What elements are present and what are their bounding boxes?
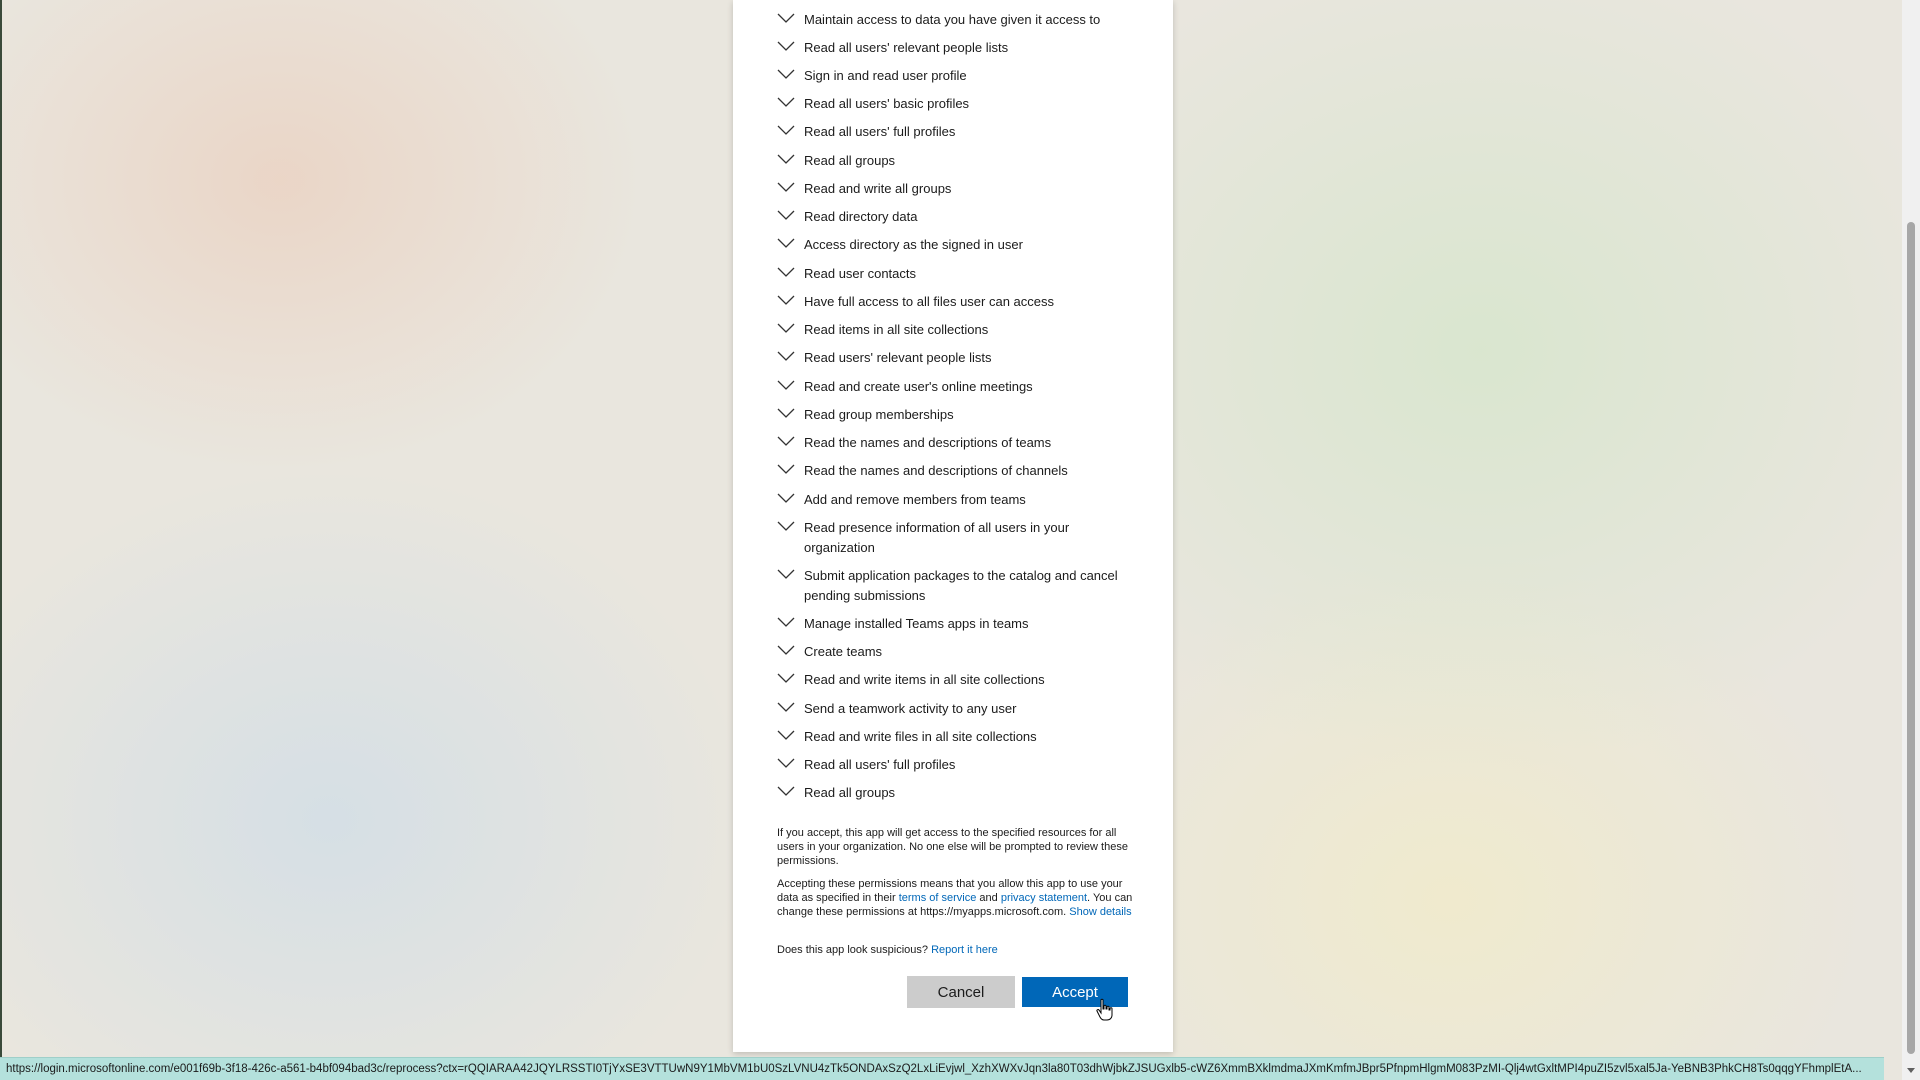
- permission-label: Read the names and descriptions of channels: [804, 463, 1068, 478]
- permission-label: Read user contacts: [804, 266, 917, 281]
- permission-item[interactable]: [777, 264, 1137, 284]
- permission-item[interactable]: [777, 10, 1137, 30]
- consent-card: [733, 0, 1173, 1052]
- permission-label: Read all users' relevant people lists: [804, 40, 1009, 55]
- permission-label: Read all groups: [804, 785, 896, 800]
- permission-label: Read presence information of all users in your organization: [804, 520, 1070, 555]
- privacy-statement-link[interactable]: privacy statement: [1000, 892, 1088, 904]
- permission-label: Manage installed Teams apps in teams: [804, 616, 1029, 631]
- chevron-down-icon[interactable]: [777, 322, 795, 334]
- cancel-button[interactable]: Cancel: [907, 976, 1015, 1008]
- chevron-down-icon[interactable]: [777, 40, 795, 52]
- chevron-down-icon[interactable]: [777, 124, 795, 136]
- chevron-down-icon[interactable]: [777, 568, 795, 580]
- chevron-down-icon[interactable]: [777, 435, 795, 447]
- chevron-down-icon[interactable]: [777, 672, 795, 684]
- chevron-down-icon[interactable]: [777, 463, 795, 475]
- chevron-down-icon[interactable]: [777, 181, 795, 193]
- chevron-down-icon[interactable]: [777, 729, 795, 741]
- chevron-down-icon[interactable]: [777, 701, 795, 713]
- permission-item[interactable]: [777, 38, 1137, 58]
- permission-label: Read all users' basic profiles: [804, 96, 970, 111]
- permission-item[interactable]: [777, 320, 1137, 340]
- permission-item[interactable]: [777, 783, 1137, 803]
- permission-item[interactable]: [777, 433, 1137, 453]
- chevron-down-icon[interactable]: [777, 616, 795, 628]
- permission-item[interactable]: [777, 292, 1137, 312]
- browser-status-bar: https://login.microsoftonline.com/e001f69b-3f18-426c-a561-b4bf094bad3c/reprocess?ctx=rQQIARAA42JQYLRSSTI0TjYxSE3VTTUwN9Y1MbVM1bU0SzLVNU4zTk5ONDAxSzQ2LxLiEvjwl_XzhXWXvJqn3la80T03dhWjbkZJSUGxlb5-cWZ6XmmBXklmdmaJXmKmfmJBpr5PfnpmHlgmM083PzMI-Qlj4wtGxltMPI4puZI5zvl5xal5Ja-YeBNB3PhkCH8Ts0qqgYFhmplEtA...: [0, 1057, 1884, 1080]
- chevron-down-icon[interactable]: [777, 785, 795, 797]
- permission-label: Read all users' full profiles: [804, 757, 956, 772]
- chevron-down-icon[interactable]: [777, 757, 795, 769]
- show-details-link[interactable]: Show details: [1069, 906, 1132, 918]
- permission-label: Read and write files in all site collections: [804, 729, 1037, 744]
- report-app-link[interactable]: Report it here: [931, 944, 998, 956]
- permission-item[interactable]: [777, 377, 1137, 397]
- chevron-down-icon[interactable]: [777, 644, 795, 656]
- accept-terms-text: [777, 877, 1133, 919]
- chevron-down-icon[interactable]: [777, 96, 795, 108]
- permission-item[interactable]: [777, 179, 1137, 199]
- permission-label: Send a teamwork activity to any user: [804, 701, 1017, 716]
- permission-item[interactable]: [777, 755, 1137, 775]
- window-left-edge: [0, 0, 2, 1060]
- permission-label: Maintain access to data you have given it access to: [804, 12, 1101, 27]
- permission-item[interactable]: [777, 122, 1137, 142]
- permission-item[interactable]: [777, 642, 1137, 662]
- permission-label: Submit application packages to the catalog and cancel pending submissions: [804, 568, 1118, 603]
- permission-item[interactable]: [777, 151, 1137, 171]
- scrollbar-thumb[interactable]: [1907, 222, 1915, 1054]
- permission-label: Read group memberships: [804, 407, 954, 422]
- permission-label: Read the names and descriptions of teams: [804, 435, 1052, 450]
- permission-label: Read directory data: [804, 209, 918, 224]
- permission-item[interactable]: [777, 348, 1137, 368]
- terms-of-service-link[interactable]: terms of service: [898, 892, 977, 904]
- chevron-down-icon[interactable]: [777, 350, 795, 362]
- permission-item[interactable]: [777, 207, 1137, 227]
- permission-label: Access directory as the signed in user: [804, 237, 1023, 252]
- chevron-down-icon[interactable]: [777, 294, 795, 306]
- permission-item[interactable]: [777, 461, 1137, 481]
- suspicious-question: Does this app look suspicious?: [777, 944, 929, 956]
- permission-label: Create teams: [804, 644, 883, 659]
- permission-label: Read all groups: [804, 153, 896, 168]
- permission-item[interactable]: [777, 670, 1137, 690]
- suspicious-app-text: [777, 943, 1133, 957]
- permission-item[interactable]: [777, 727, 1137, 747]
- and-text: and: [979, 892, 998, 904]
- chevron-down-icon[interactable]: [777, 379, 795, 391]
- permission-label: Read and write items in all site collections: [804, 672, 1045, 687]
- permission-label: Sign in and read user profile: [804, 68, 967, 83]
- chevron-down-icon[interactable]: [777, 209, 795, 221]
- permission-label: Read and create user's online meetings: [804, 379, 1033, 394]
- permission-label: Read all users' full profiles: [804, 124, 956, 139]
- permission-item[interactable]: [777, 699, 1137, 719]
- chevron-down-icon[interactable]: [777, 520, 795, 532]
- permission-label: Read users' relevant people lists: [804, 350, 992, 365]
- permission-label: Have full access to all files user can access: [804, 294, 1054, 309]
- chevron-down-icon[interactable]: [777, 12, 795, 24]
- permission-item[interactable]: [777, 518, 1137, 558]
- chevron-down-icon[interactable]: [777, 407, 795, 419]
- permission-item[interactable]: [777, 66, 1137, 86]
- permission-item[interactable]: [777, 235, 1137, 255]
- change-permissions-text: . You can change these permissions at https://myapps.microsoft.com.: [777, 892, 1133, 918]
- permission-item[interactable]: [777, 566, 1137, 606]
- chevron-down-icon[interactable]: [777, 492, 795, 504]
- scroll-down-arrow-icon[interactable]: [1906, 1066, 1916, 1074]
- accept-button[interactable]: Accept: [1021, 976, 1129, 1008]
- page-scrollbar[interactable]: [1902, 0, 1920, 1080]
- permission-label: Read and write all groups: [804, 181, 952, 196]
- hand-cursor-icon: [1095, 998, 1115, 1022]
- permission-item[interactable]: [777, 614, 1137, 634]
- permission-label: Read items in all site collections: [804, 322, 989, 337]
- permission-item[interactable]: [777, 94, 1137, 114]
- chevron-down-icon[interactable]: [777, 266, 795, 278]
- chevron-down-icon[interactable]: [777, 68, 795, 80]
- accept-intro-text: Accepting these permissions means that you allow this app to use your data as specified in their: [777, 878, 1123, 904]
- admin-consent-notice: If you accept, this app will get access to the specified resources for all users in your organization. No one else will be prompted to review these permissions.: [777, 827, 1128, 867]
- permission-label: Add and remove members from teams: [804, 492, 1026, 507]
- chevron-down-icon[interactable]: [777, 237, 795, 249]
- chevron-down-icon[interactable]: [777, 153, 795, 165]
- permission-item[interactable]: [777, 490, 1137, 510]
- permission-item[interactable]: [777, 405, 1137, 425]
